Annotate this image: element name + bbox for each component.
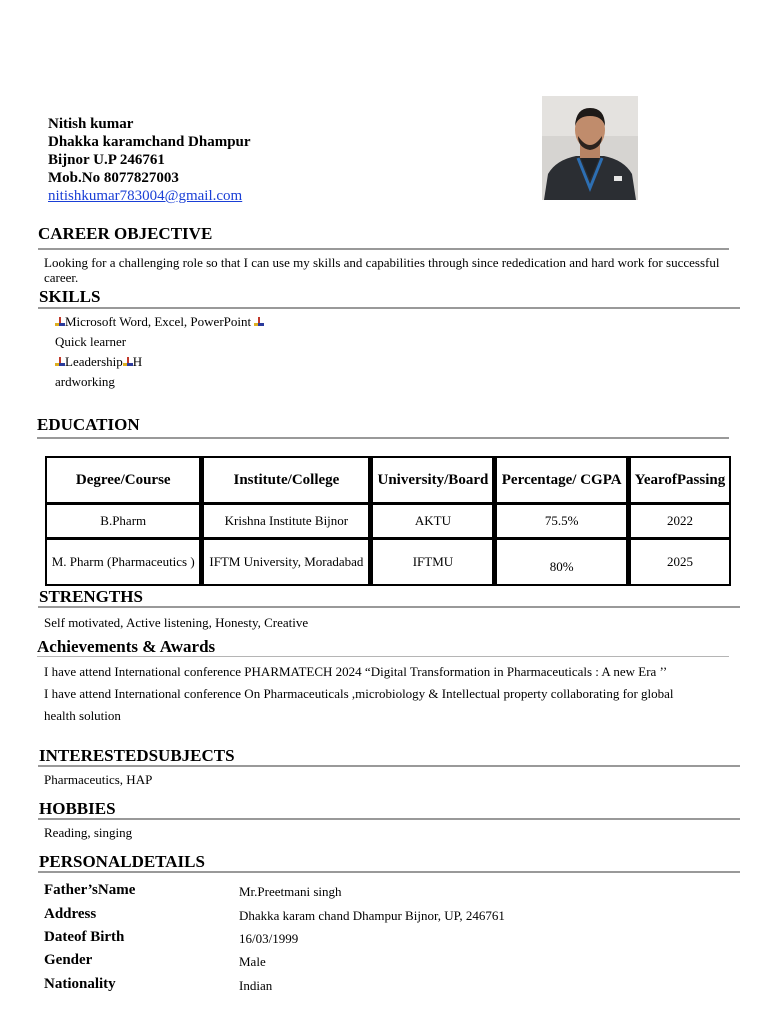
hobbies-text: Reading, singing (44, 825, 133, 840)
skill-line-1 (55, 314, 264, 330)
section-divider (38, 765, 740, 767)
section-divider (37, 656, 729, 657)
personal-label-father: Father’sName (44, 882, 136, 898)
arrow-bullet-icon (55, 317, 65, 327)
section-divider (38, 248, 729, 250)
col-header-degree: Degree/Course (75, 471, 171, 488)
col-header-university: University/Board (377, 471, 489, 488)
section-heading-achievements: Achievements & Awards (37, 637, 216, 656)
cell-year: 2025 (666, 554, 693, 569)
section-heading-education: EDUCATION (37, 415, 140, 434)
achievement-line-3: health solution (44, 708, 121, 723)
cell-university: IFTMU (412, 554, 454, 569)
skill-hardworking-start: H (132, 354, 143, 369)
profile-photo (542, 96, 638, 200)
arrow-bullet-icon (254, 317, 264, 327)
interested-subjects-text: Pharmaceutics, HAP (44, 772, 153, 787)
cell-university: AKTU (414, 513, 451, 528)
strengths-text: Self motivated, Active listening, Honesty, Creative (44, 615, 309, 630)
cell-degree: M. Pharm (Pharmaceutics ) (51, 554, 195, 569)
person-photo-icon (542, 96, 638, 200)
col-header-percentage: Percentage/ CGPA (501, 471, 622, 488)
table-row (47, 505, 729, 537)
education-table (45, 456, 731, 586)
contact-header (48, 115, 251, 205)
cell-institute: IFTM University, Moradabad (209, 554, 364, 569)
arrow-bullet-icon (123, 357, 133, 367)
personal-value-gender: Male (239, 954, 266, 969)
cell-percentage: 80% (549, 559, 574, 574)
address-line-2: Bijnor U.P 246761 (48, 152, 165, 168)
cell-percentage: 75.5% (544, 513, 579, 528)
section-divider (38, 818, 740, 820)
skill-office-tools: Microsoft Word, Excel, PowerPoint (65, 314, 252, 329)
personal-value-address: Dhakka karam chand Dhampur Bijnor, UP, 246761 (239, 908, 505, 923)
col-header-institute: Institute/College (233, 471, 340, 488)
cell-institute: Krishna Institute Bijnor (224, 513, 349, 528)
education-header-row (47, 458, 729, 502)
skill-line-2: Quick learner (55, 334, 127, 349)
personal-value-father: Mr.Preetmani singh (239, 884, 342, 899)
personal-label-gender: Gender (44, 952, 93, 968)
personal-label-dob: Dateof Birth (44, 929, 125, 945)
achievement-line-1: I have attend International conference PHARMATECH 2024 “Digital Transformation in Pharmaceuticals : A new Era ’’ (44, 664, 668, 679)
section-heading-skills: SKILLS (39, 287, 101, 306)
skill-line-4: ardworking (55, 374, 115, 389)
section-heading-personal-details: PERSONALDETAILS (39, 852, 205, 871)
cell-year: 2022 (666, 513, 693, 528)
personal-label-address: Address (44, 906, 97, 922)
table-row (47, 540, 729, 584)
section-divider (38, 307, 740, 309)
career-objective-text: Looking for a challenging role so that I can use my skills and capabilities through since rededication and hard work for successful career. (44, 255, 720, 285)
section-divider (38, 606, 740, 608)
address-line-1: Dhakka karamchand Dhampur (48, 134, 251, 150)
candidate-name: Nitish kumar (48, 116, 134, 132)
section-heading-hobbies: HOBBIES (39, 799, 116, 818)
personal-value-nationality: Indian (239, 978, 273, 993)
skill-leadership: Leadership (65, 354, 123, 369)
arrow-bullet-icon (55, 357, 65, 367)
section-heading-interested-subjects: INTERESTEDSUBJECTS (39, 746, 235, 765)
email-link[interactable]: nitishkumar783004@gmail.com (48, 188, 243, 204)
skill-line-3 (55, 354, 142, 370)
section-divider (38, 871, 740, 873)
achievement-line-2: I have attend International conference On Pharmaceuticals ,microbiology & Intellectual property collaborating for global (44, 686, 674, 701)
col-header-year: YearofPassing (634, 471, 726, 488)
section-heading-career-objective: CAREER OBJECTIVE (38, 224, 213, 243)
section-heading-strengths: STRENGTHS (39, 587, 143, 606)
mobile-number: Mob.No 8077827003 (48, 170, 179, 186)
section-divider (37, 437, 729, 439)
personal-value-dob: 16/03/1999 (239, 931, 299, 946)
personal-label-nationality: Nationality (44, 976, 116, 992)
cell-degree: B.Pharm (100, 513, 147, 528)
